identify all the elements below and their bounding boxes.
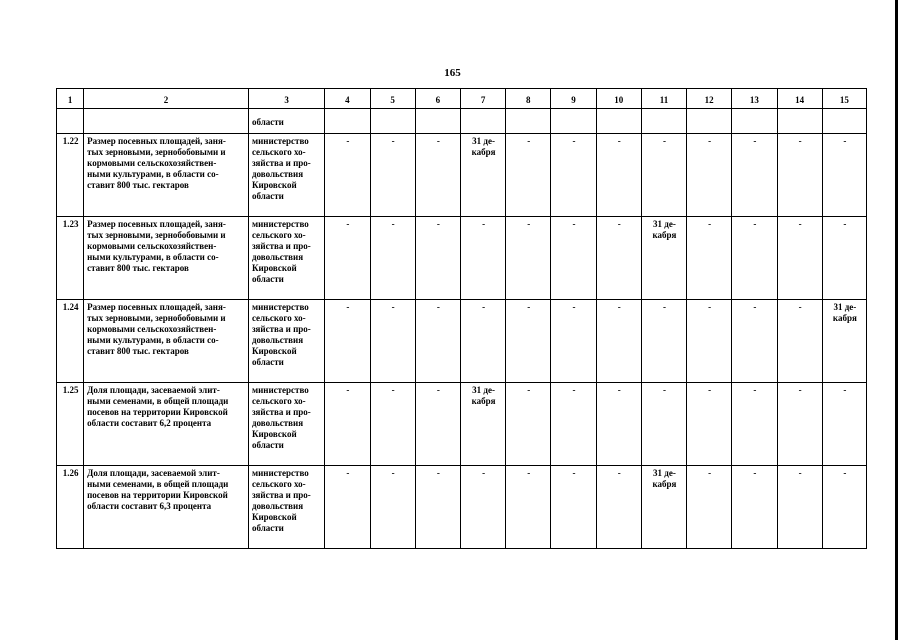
cell-line: - (527, 302, 531, 312)
cell-line: 31 де- (653, 468, 676, 478)
empty-period-cell (777, 383, 822, 466)
empty-period-cell (415, 134, 460, 217)
cell-line: ными культурами, в области со- (87, 169, 219, 179)
empty-period-cell (415, 217, 460, 300)
empty-period-cell (551, 466, 596, 549)
cell-line: - (572, 468, 576, 478)
empty-period-cell (777, 466, 822, 549)
cell-line: - (662, 136, 666, 146)
empty-period-cell (506, 383, 551, 466)
cell-line: довольствия (251, 169, 304, 179)
row-number: 1.25 (57, 383, 84, 466)
cell-line: ными культурами, в области со- (87, 335, 219, 345)
cell-line: ными семенами, в общей площади (87, 479, 229, 489)
column-number-4: 4 (325, 89, 370, 109)
empty-period-cell (596, 466, 641, 549)
cell-line: - (798, 136, 802, 146)
cell-line: сельского хо- (251, 396, 306, 406)
cell-line: - (753, 468, 757, 478)
empty-period-cell (822, 383, 866, 466)
empty-period-cell (687, 383, 732, 466)
empty-period-cell (370, 300, 415, 383)
cell-line: области (251, 191, 284, 201)
column-number-11: 11 (641, 89, 686, 109)
cell-line: министерство (251, 468, 309, 478)
responsible-cell (248, 466, 324, 549)
cell-line: довольствия (251, 335, 304, 345)
cell-line: - (843, 468, 847, 478)
cell-line: - (346, 468, 350, 478)
table-cell (732, 109, 777, 134)
cell-line: - (617, 302, 621, 312)
empty-period-cell (687, 217, 732, 300)
empty-period-cell (325, 217, 370, 300)
empty-period-cell (641, 300, 686, 383)
cell-line: довольствия (251, 501, 304, 511)
cell-line: зяйства и про- (251, 158, 311, 168)
table-row (57, 383, 867, 466)
cell-line: Размер посевных площадей, заня- (87, 136, 226, 146)
empty-period-cell (777, 217, 822, 300)
empty-period-cell (460, 217, 505, 300)
cell-line: - (482, 302, 486, 312)
cell-line: Кировской (251, 346, 297, 356)
cell-line: - (753, 302, 757, 312)
cell-line: - (346, 385, 350, 395)
cell-line: кормовыми сельскохозяйствен- (87, 241, 217, 251)
cell-line: - (798, 302, 802, 312)
table-cell (596, 109, 641, 134)
cell-line: 31 де- (472, 385, 495, 395)
responsible-cell (248, 300, 324, 383)
empty-period-cell (370, 134, 415, 217)
empty-period-cell (325, 466, 370, 549)
column-number-10: 10 (596, 89, 641, 109)
cell-line: - (708, 136, 712, 146)
cell-line: кабря (652, 230, 677, 240)
cell-line: области составит 6,2 процента (87, 418, 212, 428)
table-cell (460, 109, 505, 134)
empty-period-cell (596, 217, 641, 300)
column-number-6: 6 (415, 89, 460, 109)
cell-line: - (753, 385, 757, 395)
cell-line: - (436, 302, 440, 312)
cell-line: тых зерновыми, зернобобовыми и (87, 147, 226, 157)
cell-line: 31 де- (833, 302, 857, 312)
table-cell (415, 109, 460, 134)
indicator-cell (84, 217, 249, 300)
table-cell (84, 109, 249, 134)
deadline-cell (460, 134, 505, 217)
cell-line: сельского хо- (251, 230, 306, 240)
empty-period-cell (460, 300, 505, 383)
empty-period-cell (777, 300, 822, 383)
empty-period-cell (415, 383, 460, 466)
empty-period-cell (370, 466, 415, 549)
empty-period-cell (506, 134, 551, 217)
table-body (57, 89, 867, 549)
row-number: 1.23 (57, 217, 84, 300)
empty-period-cell (732, 134, 777, 217)
cell-line: министерство (251, 302, 309, 312)
cell-line: - (482, 468, 486, 478)
empty-period-cell (506, 300, 551, 383)
empty-period-cell (325, 134, 370, 217)
cell-line: области (251, 274, 284, 284)
column-number-2: 2 (84, 89, 249, 109)
empty-period-cell (732, 383, 777, 466)
empty-period-cell (596, 134, 641, 217)
cell-line: Кировской (251, 263, 297, 273)
cell-line: - (572, 302, 576, 312)
cell-line: посевов на территории Кировской (87, 407, 228, 417)
cell-line: Размер посевных площадей, заня- (87, 302, 226, 312)
cell-line: кабря (471, 396, 496, 406)
cell-line: кабря (652, 479, 677, 489)
cell-line: сельского хо- (251, 479, 306, 489)
cell-line: довольствия (251, 418, 304, 428)
cell-line: сельского хо- (251, 313, 306, 323)
deadline-cell (641, 466, 686, 549)
empty-period-cell (596, 300, 641, 383)
cell-line: - (617, 385, 621, 395)
empty-period-cell (551, 383, 596, 466)
cell-line: - (708, 219, 712, 229)
table-row (57, 466, 867, 549)
empty-period-cell (370, 383, 415, 466)
cell-line: - (391, 219, 395, 229)
empty-period-cell (325, 300, 370, 383)
cell-line: - (346, 219, 350, 229)
indicator-cell (84, 383, 249, 466)
cell-line: - (617, 136, 621, 146)
empty-period-cell (370, 217, 415, 300)
empty-period-cell (551, 134, 596, 217)
schedule-table (56, 88, 867, 549)
empty-period-cell (732, 217, 777, 300)
cell-line: министерство (251, 136, 309, 146)
column-number-5: 5 (370, 89, 415, 109)
cell-line: Кировской (251, 180, 297, 190)
row-number: 1.26 (57, 466, 84, 549)
deadline-cell (641, 217, 686, 300)
page-edge-rule (895, 0, 898, 640)
cell-line: - (753, 219, 757, 229)
cell-line: - (391, 302, 395, 312)
cell-line: кормовыми сельскохозяйствен- (87, 324, 217, 334)
table-cell (325, 109, 370, 134)
empty-period-cell (687, 134, 732, 217)
cell-line: тых зерновыми, зернобобовыми и (87, 313, 226, 323)
cell-line: зяйства и про- (251, 407, 311, 417)
empty-period-cell (641, 134, 686, 217)
empty-period-cell (777, 134, 822, 217)
table-cell (506, 109, 551, 134)
column-number-8: 8 (506, 89, 551, 109)
cell-line: - (617, 468, 621, 478)
cell-line: зяйства и про- (251, 490, 311, 500)
column-number-13: 13 (732, 89, 777, 109)
row-number: 1.22 (57, 134, 84, 217)
cell-line: - (346, 302, 350, 312)
cell-line: - (527, 385, 531, 395)
cell-line: посевов на территории Кировской (87, 490, 228, 500)
cell-line: области (251, 523, 284, 533)
table-cell (370, 109, 415, 134)
empty-period-cell (732, 466, 777, 549)
cell-line: Доля площади, засеваемой элит- (87, 468, 220, 478)
cell-line: кабря (832, 313, 857, 323)
cell-line: - (798, 385, 802, 395)
cell-line: ставит 800 тыс. гектаров (87, 346, 189, 356)
cell-line: - (572, 385, 576, 395)
empty-period-cell (732, 300, 777, 383)
cell-line: зяйства и про- (251, 241, 311, 251)
cell-line: - (662, 302, 666, 312)
empty-period-cell (687, 466, 732, 549)
cell-line: области (251, 357, 284, 367)
responsible-cell (248, 383, 324, 466)
empty-period-cell (415, 466, 460, 549)
table-cell (641, 109, 686, 134)
responsible-cell: области (248, 109, 324, 134)
cell-line: - (527, 468, 531, 478)
indicator-cell (84, 300, 249, 383)
cell-line: тых зерновыми, зернобобовыми и (87, 230, 226, 240)
cell-line: - (391, 136, 395, 146)
table-cell (57, 109, 84, 134)
cell-line: - (708, 302, 712, 312)
cell-line: - (436, 468, 440, 478)
empty-period-cell (687, 300, 732, 383)
cell-line: области составит 6,3 процента (87, 501, 212, 511)
empty-period-cell (506, 466, 551, 549)
column-number-14: 14 (777, 89, 822, 109)
table-row (57, 217, 867, 300)
cell-line: - (798, 219, 802, 229)
cell-line: сельского хо- (251, 147, 306, 157)
table-cell (551, 109, 596, 134)
cell-line: - (391, 468, 395, 478)
empty-period-cell (822, 134, 866, 217)
cell-line: - (436, 385, 440, 395)
indicator-cell (84, 466, 249, 549)
responsible-cell (248, 134, 324, 217)
empty-period-cell (596, 383, 641, 466)
cell-line: - (572, 136, 576, 146)
cell-line: - (436, 219, 440, 229)
cell-line: ными культурами, в области со- (87, 252, 219, 262)
cell-line: - (753, 136, 757, 146)
deadline-cell (822, 300, 866, 383)
column-number-7: 7 (460, 89, 505, 109)
indicator-cell (84, 134, 249, 217)
cell-line: - (708, 385, 712, 395)
cell-line: министерство (251, 385, 309, 395)
column-number-3: 3 (248, 89, 324, 109)
column-number-row (57, 89, 867, 109)
cell-line: - (843, 385, 847, 395)
cell-line: - (708, 468, 712, 478)
empty-period-cell (506, 217, 551, 300)
empty-period-cell (551, 300, 596, 383)
cell-line: 31 де- (472, 136, 495, 146)
table-row (57, 134, 867, 217)
table-row (57, 300, 867, 383)
cell-line: кормовыми сельскохозяйствен- (87, 158, 217, 168)
cell-line: - (798, 468, 802, 478)
cell-line: - (482, 219, 486, 229)
cell-line: - (346, 136, 350, 146)
cell-line: Кировской (251, 512, 297, 522)
cell-line: - (843, 219, 847, 229)
cell-line: - (662, 385, 666, 395)
column-number-9: 9 (551, 89, 596, 109)
cell-line: министерство (251, 219, 309, 229)
cell-line: - (527, 136, 531, 146)
empty-period-cell (415, 300, 460, 383)
cell-line: ставит 800 тыс. гектаров (87, 180, 189, 190)
column-number-1: 1 (57, 89, 84, 109)
page-number: 165 (444, 67, 461, 79)
table-cell (777, 109, 822, 134)
cell-line: довольствия (251, 252, 304, 262)
table-cell (687, 109, 732, 134)
cell-line: - (391, 385, 395, 395)
cell-line: - (527, 219, 531, 229)
cell-line: зяйства и про- (251, 324, 311, 334)
empty-period-cell (325, 383, 370, 466)
cell-line: Кировской (251, 429, 297, 439)
empty-period-cell (822, 217, 866, 300)
cell-line: - (843, 136, 847, 146)
table-cell (822, 109, 866, 134)
responsible-cell (248, 217, 324, 300)
cell-line: - (572, 219, 576, 229)
cell-line: кабря (471, 147, 496, 157)
cell-line: - (617, 219, 621, 229)
column-number-15: 15 (822, 89, 866, 109)
continuation-row (57, 109, 867, 134)
cell-line: 31 де- (653, 219, 676, 229)
empty-period-cell (460, 466, 505, 549)
empty-period-cell (551, 217, 596, 300)
empty-period-cell (641, 383, 686, 466)
cell-line: Доля площади, засеваемой элит- (87, 385, 220, 395)
cell-line: области (251, 440, 284, 450)
cell-line: Размер посевных площадей, заня- (87, 219, 226, 229)
cell-line: ными семенами, в общей площади (87, 396, 229, 406)
deadline-cell (460, 383, 505, 466)
cell-line: - (436, 136, 440, 146)
empty-period-cell (822, 466, 866, 549)
cell-line: ставит 800 тыс. гектаров (87, 263, 189, 273)
column-number-12: 12 (687, 89, 732, 109)
row-number: 1.24 (57, 300, 84, 383)
